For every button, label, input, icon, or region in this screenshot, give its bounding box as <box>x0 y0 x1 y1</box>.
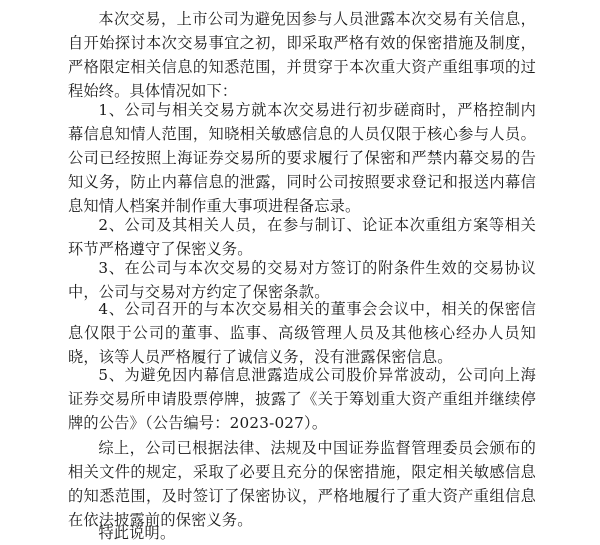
paragraph-intro: 本次交易，上市公司为避免因参与人员泄露本次交易有关信息，自开始探讨本次交易事宜之初，即采取严格有效的保密措施及制度，严格限定相关信息的知悉范围，并贯穿于本次重大资产重组事项的过程始终。具体情况如下： <box>68 10 536 100</box>
paragraph-item-2: 2、公司及其相关人员，在参与制订、论证本次重组方案等相关环节严格遵守了保密义务。 <box>68 216 536 258</box>
paragraph-item-1: 1、公司与相关交易方就本次交易进行初步磋商时，严格控制内幕信息知情人范围，知晓相关敏感信息的人员仅限于核心参与人员。公司已经按照上海证券交易所的要求履行了保密和严禁内幕交易的告知义务，防止内幕信息的泄露，同时公司按照要求登记和报送内幕信息知情人档案并制作重大事项进程备忘录。 <box>68 101 536 215</box>
paragraph-item-5: 5、为避免因内幕信息泄露造成公司股价异常波动，公司向上海证券交易所申请股票停牌，披露了《关于筹划重大资产重组并继续停牌的公告》（公告编号：2023-027）。 <box>68 366 536 432</box>
paragraph-closing: 特此说明。 <box>98 524 176 542</box>
paragraph-summary: 综上，公司已根据法律、法规及中国证券监督管理委员会颁布的相关文件的规定，采取了必要且充分的保密措施，限定相关敏感信息的知悉范围，及时签订了保密协议，严格地履行了重大资产重组信息在依法披露前的保密义务。 <box>68 439 536 529</box>
paragraph-item-4: 4、公司召开的与本次交易相关的董事会会议中，相关的保密信息仅限于公司的董事、监事、高级管理人员及其他核心经办人员知晓，该等人员严格履行了诚信义务，没有泄露保密信息。 <box>68 300 536 366</box>
paragraph-item-3: 3、在公司与本次交易的交易对方签订的附条件生效的交易协议中，公司与交易对方约定了保密条款。 <box>68 259 536 301</box>
